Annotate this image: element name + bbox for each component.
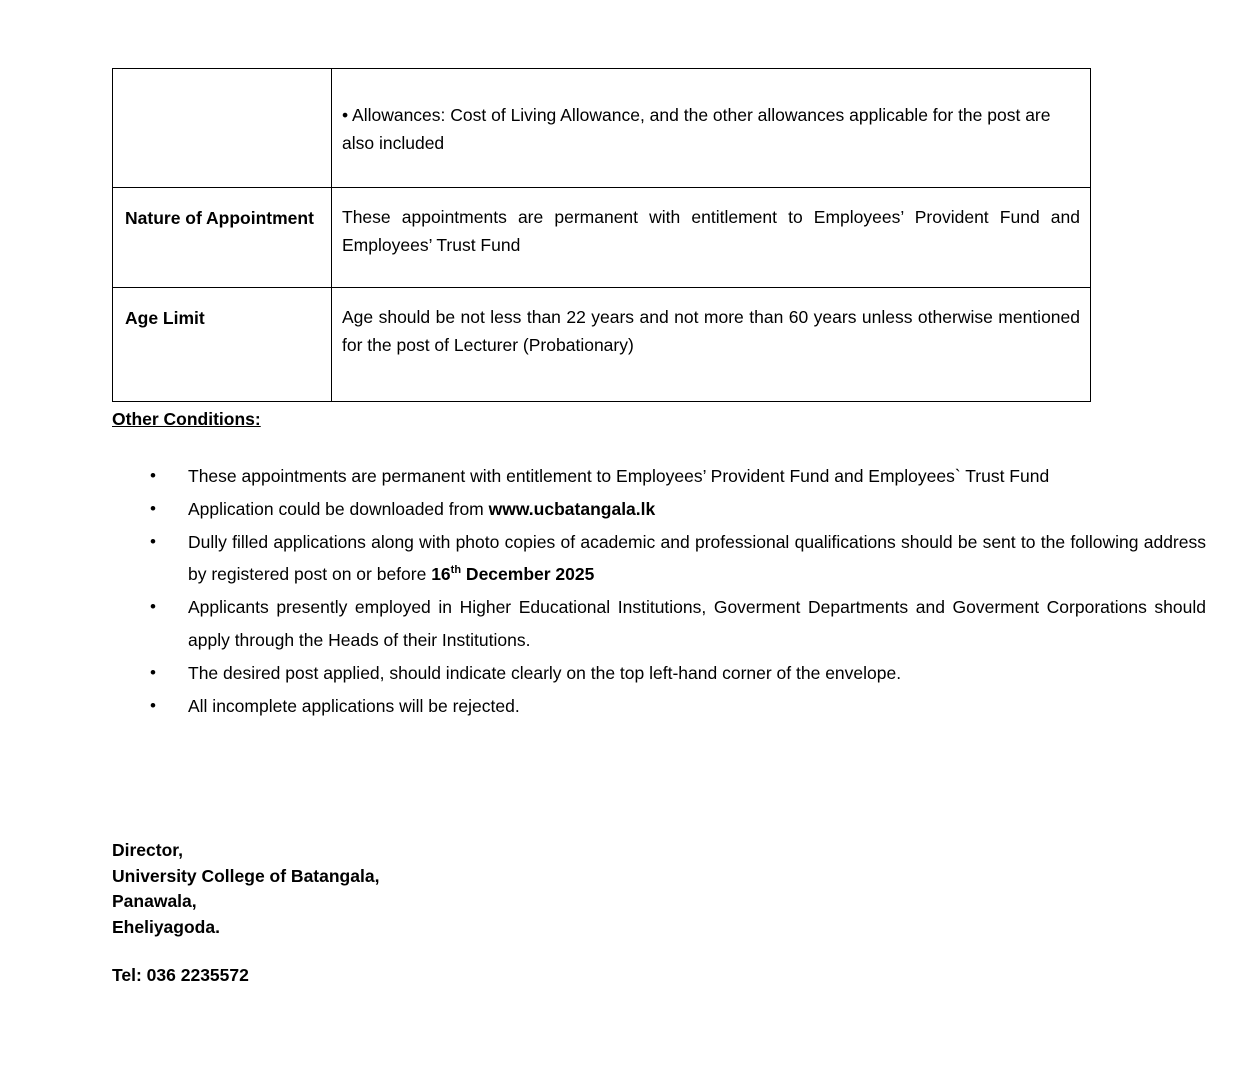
allowance-value: • Allowances: Cost of Living Allowance, and the other allowances applicable for the post are also included [342, 105, 1051, 153]
deadline-day-suffix: th [450, 564, 462, 577]
appointment-details-table [112, 68, 1091, 402]
bullet-icon: • [150, 531, 156, 551]
signature-line-director: Director, [112, 840, 183, 860]
bullet-icon: • [150, 498, 156, 518]
table-row [113, 288, 1091, 402]
condition-text: Applicants presently employed in Higher Educational Institutions, Goverment Departments and Goverment Corporations should apply through the Heads of their Institutions. [188, 597, 1206, 650]
table-cell-label [113, 288, 332, 402]
bullet-icon: • [150, 597, 156, 617]
bullet-icon: • [150, 695, 156, 715]
list-item [112, 526, 1206, 592]
condition-text: The desired post applied, should indicate clearly on the top left-hand corner of the envelope. [188, 662, 902, 683]
signature-line-institution: University College of Batangala, [112, 865, 380, 886]
table-cell-value [332, 188, 1091, 288]
table-cell-label [113, 188, 332, 288]
nature-of-appointment-label: Nature of Appointment [125, 208, 314, 228]
list-item [112, 690, 1208, 723]
table-cell-label [113, 69, 332, 188]
table-cell-value [332, 288, 1091, 402]
bullet-icon: • [150, 466, 156, 485]
table-cell-value [332, 69, 1091, 188]
nature-of-appointment-value: These appointments are permanent with entitlement to Employees’ Provident Fund and Employees’ Trust Fund [342, 207, 1080, 255]
allowance-label [113, 69, 331, 93]
telephone-number: Tel: 036 2235572 [112, 965, 249, 985]
condition-text-prefix: Application could be downloaded from [188, 498, 489, 519]
age-limit-value: Age should be not less than 22 years and not more than 60 years unless otherwise mentioned for the post of Lecturer (Probationary) [342, 307, 1080, 355]
deadline-day: 16 [431, 564, 451, 585]
list-item [112, 460, 1208, 493]
bullet-icon: • [150, 662, 156, 682]
other-conditions-heading: Other Conditions: [112, 409, 261, 429]
table-row [113, 188, 1091, 288]
signature-line-town: Panawala, [112, 891, 197, 911]
condition-text: These appointments are permanent with entitlement to Employees’ Provident Fund and Employees` Trust Fund [188, 466, 1050, 486]
condition-text-prefix: Dully filled applications along with photo copies of academic and professional qualifications should be sent to the following address by registered post on or before [188, 531, 1206, 585]
website-url: www.ucbatangala.lk [488, 498, 656, 519]
deadline-month-year: December 2025 [461, 564, 595, 585]
list-item [112, 657, 1208, 690]
other-conditions-list [112, 460, 1206, 722]
table-row [113, 69, 1091, 188]
list-item [112, 493, 1208, 526]
signature-block [112, 838, 379, 940]
list-item [112, 591, 1206, 657]
condition-text: All incomplete applications will be rejected. [188, 695, 520, 716]
signature-line-district: Eheliyagoda. [112, 916, 220, 937]
age-limit-label: Age Limit [125, 308, 205, 328]
